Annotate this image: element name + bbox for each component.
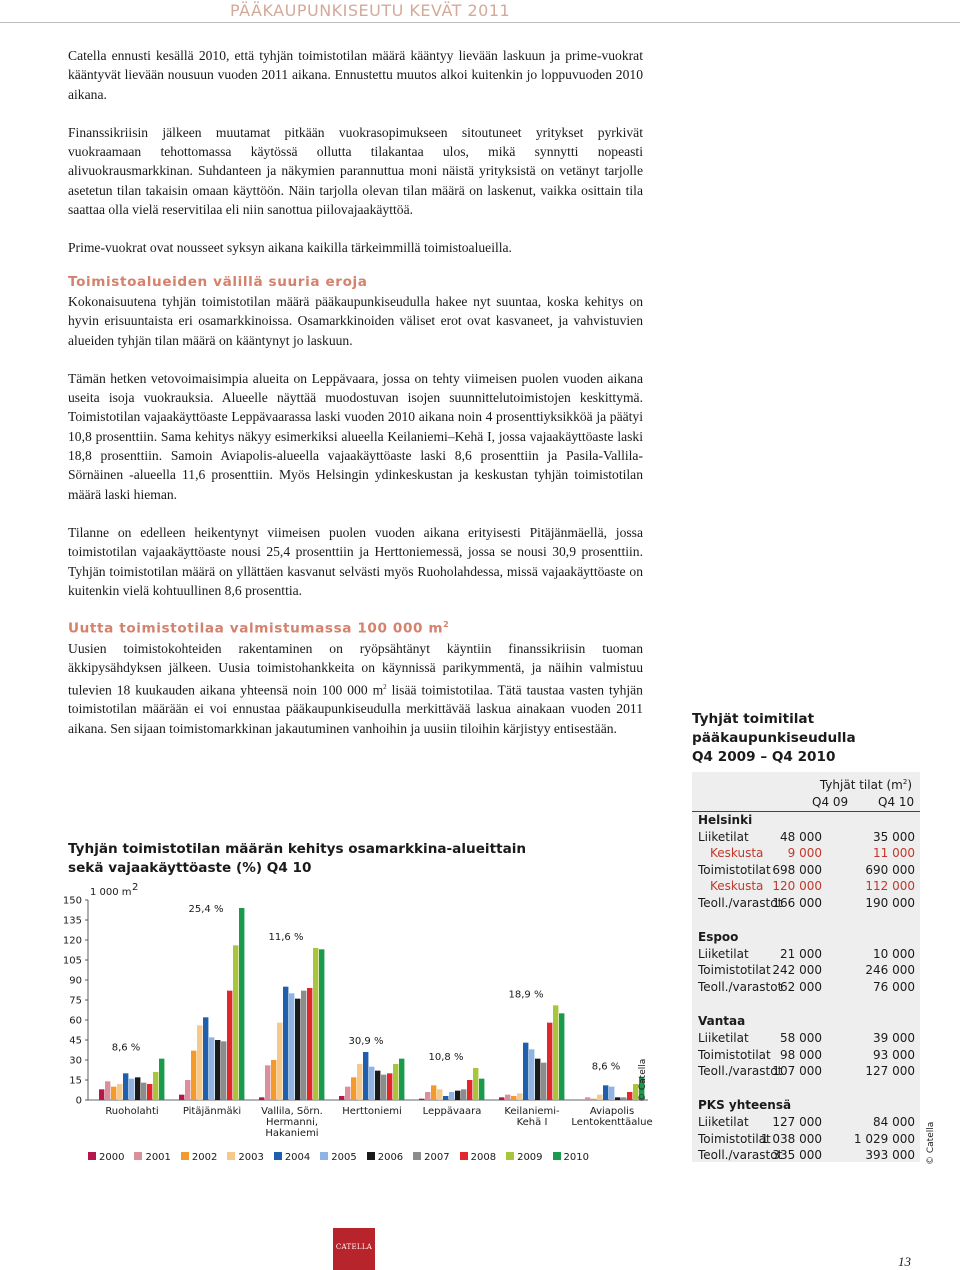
row-label: Toimistotilat bbox=[698, 862, 771, 877]
legend-swatch bbox=[274, 1152, 282, 1160]
value-q410: 10 000 bbox=[873, 947, 915, 961]
bar bbox=[239, 908, 244, 1100]
bar bbox=[547, 1023, 552, 1100]
value-q410: 11 000 bbox=[873, 846, 915, 861]
table-row bbox=[692, 863, 920, 879]
page-header bbox=[0, 0, 960, 23]
legend-item bbox=[134, 1152, 170, 1163]
value-q409: 335 000 bbox=[772, 1148, 822, 1163]
bar bbox=[553, 1005, 558, 1100]
row-label: Liiketilat bbox=[698, 1115, 749, 1130]
legend-item bbox=[506, 1152, 542, 1163]
paragraph-5: Tämän hetken vetovoimaisimpia alueita on Leppävaara, jossa on tehty viimeisen puolen vuoden aikana useita isoja vuokrauksia. Alueelle näyttää muodostuvan isojen suunnittelutoimistojen keskittymä. Toimistotilan vajaakäyttöaste Leppävaarassa laski vuoden 2010 aikana noin 4 prosenttiyksikköä ja päätyi 10,8 prosenttiin. Sama kehitys näkyy esimerkiksi alueella Keilaniemi–Kehä I, jossa vajaakäyttöaste laski 18,8 prosenttiin. Samoin Aviapolis-alueella vajaakäyttöaste laski 8,6 prosenttiin ja Pasila-Vallila-Sörnäinen -alueella 11,6 prosenttiin. Myös Helsingin ydinkeskustan ja keskustan tyhjän toimistotilan määrä laski hieman. bbox=[68, 370, 643, 502]
bar bbox=[123, 1073, 128, 1100]
legend-label: 2003 bbox=[238, 1152, 264, 1163]
row-label: Teoll./varastot bbox=[698, 1064, 783, 1078]
bar bbox=[345, 1087, 350, 1100]
bar bbox=[541, 1063, 546, 1100]
table-group-heading: Espoo bbox=[698, 930, 739, 944]
table-title-line-1: Tyhjät toimitilat bbox=[692, 711, 815, 727]
value-q409: 127 000 bbox=[772, 1115, 822, 1130]
bar bbox=[375, 1071, 380, 1100]
table-row bbox=[692, 980, 920, 996]
table-row bbox=[692, 947, 920, 963]
table-row bbox=[692, 896, 920, 912]
category-label bbox=[167, 1106, 257, 1117]
row-label: Teoll./varastot bbox=[698, 895, 783, 910]
table-row bbox=[692, 963, 920, 979]
legend-label: 2007 bbox=[424, 1152, 450, 1163]
value-q410: 112 000 bbox=[865, 879, 915, 894]
bar bbox=[117, 1084, 122, 1100]
y-tick-label: 60 bbox=[69, 1015, 82, 1027]
bar bbox=[339, 1096, 344, 1100]
legend-label: 2009 bbox=[517, 1152, 543, 1163]
chart-legend bbox=[88, 1152, 599, 1163]
category-label-line: Pitäjänmäki bbox=[182, 1106, 242, 1117]
bar bbox=[479, 1079, 484, 1100]
row-label: Keskusta bbox=[710, 879, 764, 894]
bar bbox=[351, 1077, 356, 1100]
legend-item bbox=[367, 1152, 403, 1163]
category-label-line: Hakaniemi bbox=[265, 1128, 319, 1139]
value-q409: 107 000 bbox=[772, 1064, 822, 1078]
bar bbox=[197, 1025, 202, 1100]
category-label bbox=[487, 1106, 577, 1128]
value-q409: 21 000 bbox=[780, 947, 822, 961]
bar bbox=[597, 1095, 602, 1100]
paragraph-7 bbox=[68, 639, 643, 738]
value-q409: 58 000 bbox=[780, 1031, 822, 1046]
bar bbox=[135, 1077, 140, 1100]
bar bbox=[425, 1092, 430, 1100]
bar-chart-svg bbox=[58, 880, 658, 1120]
category-label bbox=[87, 1106, 177, 1117]
y-tick-label: 90 bbox=[69, 975, 82, 987]
paragraph-6: Tilanne on edelleen heikentynyt viimeisen puolen vuoden aikana erityisesti Pitäjänmäellä, jossa toimistotilan vajaakäyttöaste nousi 25,4 prosenttiin ja Herttoniemessä, jossa se nousi 30,9 prosenttiin. Tyhjän toimistotilan määrä on yllättäen kasvanut selvästi myös Ruoholahdessa, missä vajaakäyttöaste on kuitenkin vielä kohtuullinen 8,6 prosenttia. bbox=[68, 524, 643, 598]
bar bbox=[307, 988, 312, 1100]
unit-header-close: ) bbox=[907, 778, 912, 792]
category-label-line: Leppävaara bbox=[422, 1106, 482, 1117]
bar bbox=[627, 1092, 632, 1100]
value-q410: 35 000 bbox=[873, 830, 915, 844]
bar bbox=[191, 1051, 196, 1100]
row-label: Toimistotilat bbox=[698, 1131, 771, 1146]
value-q409: 62 000 bbox=[780, 979, 822, 994]
y-axis-unit: 1 000 m bbox=[90, 887, 132, 898]
bar bbox=[615, 1097, 620, 1100]
category-label-line: Keilaniemi- bbox=[504, 1106, 560, 1117]
legend-item bbox=[413, 1152, 449, 1163]
row-label: Teoll./varastot bbox=[698, 979, 783, 994]
chart-title-line-1: Tyhjän toimistotilan määrän kehitys osamarkkina-alueittain bbox=[68, 841, 527, 857]
legend-item bbox=[320, 1152, 356, 1163]
y-tick-label: 0 bbox=[75, 1095, 82, 1107]
category-label-line: Lentokenttäalue bbox=[571, 1117, 653, 1128]
row-label: Teoll./varastot bbox=[698, 1148, 783, 1163]
bar bbox=[511, 1096, 516, 1100]
value-q409: 166 000 bbox=[772, 895, 822, 910]
y-axis-unit-sup: 2 bbox=[132, 882, 139, 893]
paragraph-7-sup: 2 bbox=[383, 682, 387, 691]
table-row bbox=[692, 879, 920, 895]
legend-swatch bbox=[413, 1152, 421, 1160]
bar bbox=[111, 1087, 116, 1100]
y-tick-label: 150 bbox=[62, 895, 82, 907]
table-row bbox=[692, 1115, 920, 1131]
row-label: Keskusta bbox=[710, 846, 764, 861]
logo-text: CATELLA bbox=[335, 1243, 373, 1251]
value-q409: 698 000 bbox=[772, 862, 822, 877]
value-q410: 93 000 bbox=[873, 1047, 915, 1062]
y-tick-label: 15 bbox=[69, 1075, 82, 1087]
bar bbox=[99, 1089, 104, 1100]
value-q410: 127 000 bbox=[865, 1064, 915, 1078]
value-q409: 9 000 bbox=[787, 846, 822, 861]
paragraph-7b: lisää toimistotilaa. Tätä taustaa vasten tyhjän toimistotilan määrään ei voi ennustaa pääkaupunkiseudulla merkittävää laskua ainakaan vuoden 2011 aikana. Sen sijaan toimistomarkkinan jakautuminen vanhoihin ja uusiin tiloihin kärjistyy entisestään. bbox=[68, 682, 643, 736]
table-copyright: © Catella bbox=[926, 1121, 936, 1165]
subheading-2-text: Uutta toimistotilaa valmistumassa 100 000 m bbox=[68, 620, 444, 637]
bar bbox=[461, 1089, 466, 1100]
subheading-1: Toimistoalueiden välillä suuria eroja bbox=[68, 273, 368, 290]
paragraph-7a: Uusien toimistokohteiden rakentaminen on ryöpsähtänyt käyntiin finanssikriisin tuoman äkkipysähdyksen jälkeen. Uusia toimistohankkeita on käynnissä parikymmentä, ja näihin valmistuu tulevien 18 kuukauden aikana yhteensä noin 100 000 m bbox=[68, 640, 643, 698]
bar bbox=[301, 991, 306, 1100]
page-number: 13 bbox=[898, 1254, 911, 1269]
bar bbox=[431, 1085, 436, 1100]
bar bbox=[129, 1079, 134, 1100]
bar bbox=[185, 1080, 190, 1100]
vacancy-rate-label: 8,6 % bbox=[111, 1042, 141, 1054]
table-row bbox=[692, 1048, 920, 1064]
vacancy-table bbox=[692, 772, 920, 1162]
legend-label: 2005 bbox=[331, 1152, 357, 1163]
table-title-line-2: pääkaupunkiseudulla bbox=[692, 730, 856, 746]
bar bbox=[603, 1085, 608, 1100]
legend-swatch bbox=[227, 1152, 235, 1160]
bar bbox=[419, 1099, 424, 1100]
table-group-heading: Helsinki bbox=[698, 813, 753, 827]
legend-label: 2004 bbox=[284, 1152, 311, 1163]
body-text bbox=[68, 46, 643, 738]
category-label bbox=[567, 1106, 657, 1128]
legend-swatch bbox=[181, 1152, 189, 1160]
legend-item bbox=[88, 1152, 124, 1163]
unit-header-text: Tyhjät tilat (m bbox=[819, 778, 903, 792]
table-group-heading: PKS yhteensä bbox=[698, 1098, 792, 1113]
bar bbox=[535, 1059, 540, 1100]
legend-item bbox=[227, 1152, 263, 1163]
vacancy-rate-label: 30,9 % bbox=[348, 1036, 384, 1047]
table-row bbox=[692, 1148, 920, 1164]
bar bbox=[295, 999, 300, 1100]
bar bbox=[319, 949, 324, 1100]
table-title bbox=[692, 710, 856, 767]
table-row bbox=[692, 830, 920, 846]
y-tick-label: 120 bbox=[62, 935, 82, 947]
bar bbox=[393, 1064, 398, 1100]
bar bbox=[443, 1096, 448, 1100]
value-q409: 98 000 bbox=[780, 1047, 822, 1062]
bar bbox=[621, 1097, 626, 1100]
bar bbox=[399, 1059, 404, 1100]
bar bbox=[467, 1080, 472, 1100]
category-label-line: Vallila, Sörn. bbox=[261, 1106, 323, 1117]
bar bbox=[387, 1073, 392, 1100]
category-label-line: Aviapolis bbox=[589, 1106, 635, 1117]
value-q410: 84 000 bbox=[873, 1115, 915, 1130]
bar bbox=[517, 1093, 522, 1100]
bar bbox=[369, 1067, 374, 1100]
catella-logo bbox=[333, 1228, 375, 1270]
bar bbox=[609, 1087, 614, 1100]
bar bbox=[473, 1068, 478, 1100]
legend-item bbox=[460, 1152, 496, 1163]
bar bbox=[277, 1023, 282, 1100]
col-header-q409: Q4 09 bbox=[812, 795, 849, 809]
subheading-2 bbox=[68, 615, 643, 639]
chart-title-line-2: sekä vajaakäyttöaste (%) Q4 10 bbox=[68, 860, 312, 876]
row-label: Toimistotilat bbox=[698, 963, 771, 978]
bar bbox=[499, 1097, 504, 1100]
bar bbox=[265, 1065, 270, 1100]
bar bbox=[455, 1091, 460, 1100]
bar bbox=[153, 1072, 158, 1100]
category-label-line: Herttoniemi bbox=[342, 1106, 402, 1117]
legend-item bbox=[181, 1152, 217, 1163]
bar bbox=[179, 1095, 184, 1100]
bar bbox=[585, 1097, 590, 1100]
col-header-q410: Q4 10 bbox=[878, 795, 915, 809]
row-label: Liiketilat bbox=[698, 1031, 749, 1046]
bar bbox=[159, 1059, 164, 1100]
category-label bbox=[407, 1106, 497, 1117]
table-row bbox=[692, 846, 920, 862]
table-row bbox=[692, 1064, 920, 1080]
value-q409: 120 000 bbox=[772, 879, 822, 894]
bar bbox=[209, 1037, 214, 1100]
category-label-line: Hermanni, bbox=[265, 1117, 319, 1128]
paragraph-1: Catella ennusti kesällä 2010, että tyhjän toimistotilan määrä kääntyy lievään laskuun ja prime-vuokrat kääntyvät lievään nousuun vuoden 2011 aikana. Ennustettu muutos alkoi kuitenkin jo loppuvuoden 2010 aikana. bbox=[68, 48, 643, 102]
legend-swatch bbox=[134, 1152, 142, 1160]
paragraph-4: Kokonaisuutena tyhjän toimistotilan määrä pääkaupunkiseudulla hakee nyt suuntaa, koska kehitys on hyvin erisuuntaista eri osamarkkinoissa. Osamarkkinoiden väliset erot ovat kasvaneet, ja vahvistuvien alueiden tyhjän tilan määrä on kääntynyt jo laskuun. bbox=[68, 293, 643, 348]
legend-label: 2008 bbox=[470, 1152, 497, 1163]
bar bbox=[141, 1083, 146, 1100]
row-label: Liiketilat bbox=[698, 947, 749, 961]
value-q409: 242 000 bbox=[772, 963, 822, 978]
row-label: Toimistotilat bbox=[698, 1047, 771, 1062]
y-tick-label: 135 bbox=[62, 915, 82, 927]
category-label-line: Ruoholahti bbox=[105, 1106, 159, 1117]
vacancy-rate-label: 18,9 % bbox=[508, 989, 544, 1001]
bar-chart bbox=[58, 880, 658, 1180]
bar bbox=[233, 945, 238, 1100]
vacancy-rate-label: 10,8 % bbox=[428, 1052, 464, 1063]
legend-label: 2001 bbox=[145, 1152, 171, 1163]
value-q410: 246 000 bbox=[865, 963, 915, 978]
value-q410: 76 000 bbox=[873, 979, 915, 994]
vacancy-rate-label: 25,4 % bbox=[188, 904, 224, 915]
bar bbox=[221, 1041, 226, 1100]
row-label: Liiketilat bbox=[698, 830, 749, 844]
table-title-line-3: Q4 2009 – Q4 2010 bbox=[692, 749, 836, 765]
subheading-2-sup: 2 bbox=[443, 620, 450, 630]
vacancy-rate-label: 11,6 % bbox=[268, 932, 304, 943]
bar bbox=[363, 1052, 368, 1100]
y-tick-label: 75 bbox=[69, 995, 82, 1007]
chart-title bbox=[68, 840, 548, 878]
bar bbox=[215, 1040, 220, 1100]
paragraph-2: Finanssikriisin jälkeen muutamat pitkään vuokrasopimukseen sitoutuneet yritykset pyrkivät vuokraamaan tehottomassa käytössä ollutta tilakantaa ulos, mikä synnytti nopeasti alivuokrausmarkkinan. Suhdanteen ja näkymien parannuttua moni näistä yrityksistä on vetänyt tarjolle asetetun tilan takaisin omaan käyttöön. Näin tarjolla olevan tilan määrä on laskenut, vaikka osittain tila saattaa olla vielä reservitilaa eli niin sanottua piilovajaakäyttöä. bbox=[68, 124, 643, 218]
legend-swatch bbox=[367, 1152, 375, 1160]
bar bbox=[591, 1099, 596, 1100]
bar bbox=[437, 1089, 442, 1100]
bar bbox=[283, 987, 288, 1100]
table-header-rule bbox=[692, 811, 920, 812]
table-unit-header bbox=[820, 778, 912, 792]
value-q410: 393 000 bbox=[865, 1148, 915, 1163]
legend-item bbox=[274, 1152, 310, 1163]
bar bbox=[105, 1081, 110, 1100]
bar bbox=[529, 1049, 534, 1100]
chart-copyright: © Catella bbox=[638, 1058, 648, 1102]
legend-swatch bbox=[320, 1152, 328, 1160]
legend-swatch bbox=[460, 1152, 468, 1160]
legend-item bbox=[553, 1152, 589, 1163]
bar bbox=[271, 1060, 276, 1100]
bar bbox=[227, 991, 232, 1100]
bar bbox=[505, 1095, 510, 1100]
bar bbox=[381, 1075, 386, 1100]
value-q410: 1 029 000 bbox=[853, 1131, 915, 1146]
legend-swatch bbox=[88, 1152, 96, 1160]
bar bbox=[357, 1064, 362, 1100]
bar bbox=[147, 1084, 152, 1100]
category-label bbox=[247, 1106, 337, 1139]
value-q409: 1 038 000 bbox=[760, 1131, 822, 1146]
table-group-heading: Vantaa bbox=[698, 1014, 746, 1029]
paragraph-3: Prime-vuokrat ovat nousseet syksyn aikana kaikilla tärkeimmillä toimistoalueilla. bbox=[68, 240, 512, 256]
legend-label: 2000 bbox=[99, 1152, 125, 1163]
bar bbox=[523, 1043, 528, 1100]
value-q409: 48 000 bbox=[780, 830, 822, 844]
bar bbox=[559, 1013, 564, 1100]
bar bbox=[203, 1017, 208, 1100]
category-label bbox=[327, 1106, 417, 1117]
bar bbox=[259, 1097, 264, 1100]
table-col-headers bbox=[692, 795, 920, 811]
bar bbox=[289, 993, 294, 1100]
bar bbox=[313, 948, 318, 1100]
legend-swatch bbox=[553, 1152, 561, 1160]
category-label-line: Kehä I bbox=[516, 1117, 548, 1128]
value-q410: 39 000 bbox=[873, 1031, 915, 1046]
legend-swatch bbox=[506, 1152, 514, 1160]
bar bbox=[449, 1092, 454, 1100]
table-row bbox=[692, 1031, 920, 1047]
value-q410: 690 000 bbox=[865, 862, 915, 877]
legend-label: 2002 bbox=[191, 1152, 218, 1163]
y-tick-label: 30 bbox=[69, 1055, 82, 1067]
legend-label: 2010 bbox=[563, 1152, 589, 1163]
y-tick-label: 45 bbox=[69, 1035, 82, 1047]
unit-header-sup: 2 bbox=[902, 778, 908, 786]
header-title: PÄÄKAUPUNKISEUTU KEVÄT 2011 bbox=[230, 1, 511, 20]
vacancy-rate-label: 8,6 % bbox=[591, 1061, 621, 1073]
table-row bbox=[692, 1132, 920, 1148]
y-tick-label: 105 bbox=[62, 955, 82, 967]
value-q410: 190 000 bbox=[865, 895, 915, 910]
legend-label: 2006 bbox=[377, 1152, 404, 1163]
